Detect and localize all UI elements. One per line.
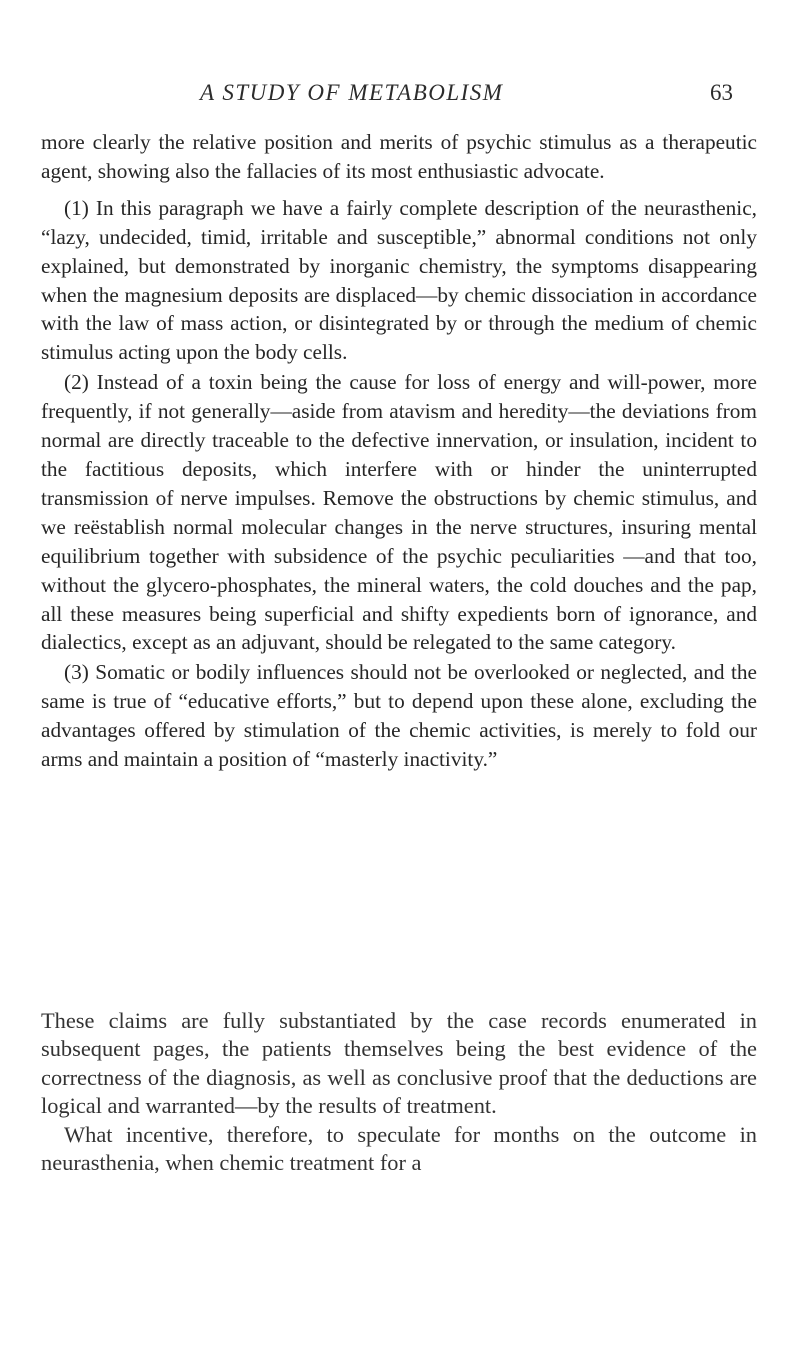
- closing-text: [41, 1007, 757, 1177]
- paragraph-point-2: (2) Instead of a toxin being the cause for loss of energy and will-power, more frequently, if not generally—aside from atavism and heredity—the deviations from normal are directly traceable to the defective innervation, or insulation, incident to the factitious deposits, which interfere with or hinder the uninterrupted transmission of nerve impulses. Remove the obstructions by chemic stimulus, and we reëstablish normal molecular changes in the nerve structures, insuring mental equilibrium together with subsidence of the psychic peculiarities —and that too, without the glycero-phosphates, the mineral waters, the cold douches and the pap, all these measures being superficial and shifty expedients born of ignorance, and dialectics, except as an adjuvant, should be relegated to the same category.: [41, 370, 757, 655]
- main-text: [41, 128, 757, 774]
- running-head: [0, 80, 801, 114]
- page-number: 63: [710, 80, 733, 105]
- paragraph-point-3: (3) Somatic or bodily influences should not be overlooked or neglected, and the same is true of “educative efforts,” but to depend upon these alone, excluding the advantages offered by stimulation of the chemic activities, is merely to fold our arms and maintain a position of “masterly inactivity.”: [41, 660, 757, 772]
- paragraph-continuation: more clearly the relative position and merits of psychic stimulus as a therapeutic agent, showing also the fallacies of its most enthusiastic advocate.: [41, 130, 757, 183]
- paragraph-incentive: What incentive, therefore, to speculate for months on the outcome in neurasthenia, when chemic treatment for a: [41, 1121, 757, 1176]
- paragraph-point-1: (1) In this paragraph we have a fairly complete description of the neurasthenic, “lazy, undecided, timid, irritable and susceptible,” abnormal conditions not only explained, but demonstrated by inorganic chemistry, the symptoms disappearing when the magnesium deposits are displaced—by chemic dissociation in accordance with the law of mass action, or disintegrated by or through the medium of chemic stimulus acting upon the body cells.: [41, 195, 757, 365]
- running-title: A STUDY OF METABOLISM: [200, 80, 504, 105]
- paragraph-claims: These claims are fully substantiated by the case records enumerated in subsequent pages, the patients themselves being the best evidence of the correctness of the diagnosis, as well as conclusive proof that the deductions are logical and warranted—by the results of treatment.: [41, 1008, 757, 1119]
